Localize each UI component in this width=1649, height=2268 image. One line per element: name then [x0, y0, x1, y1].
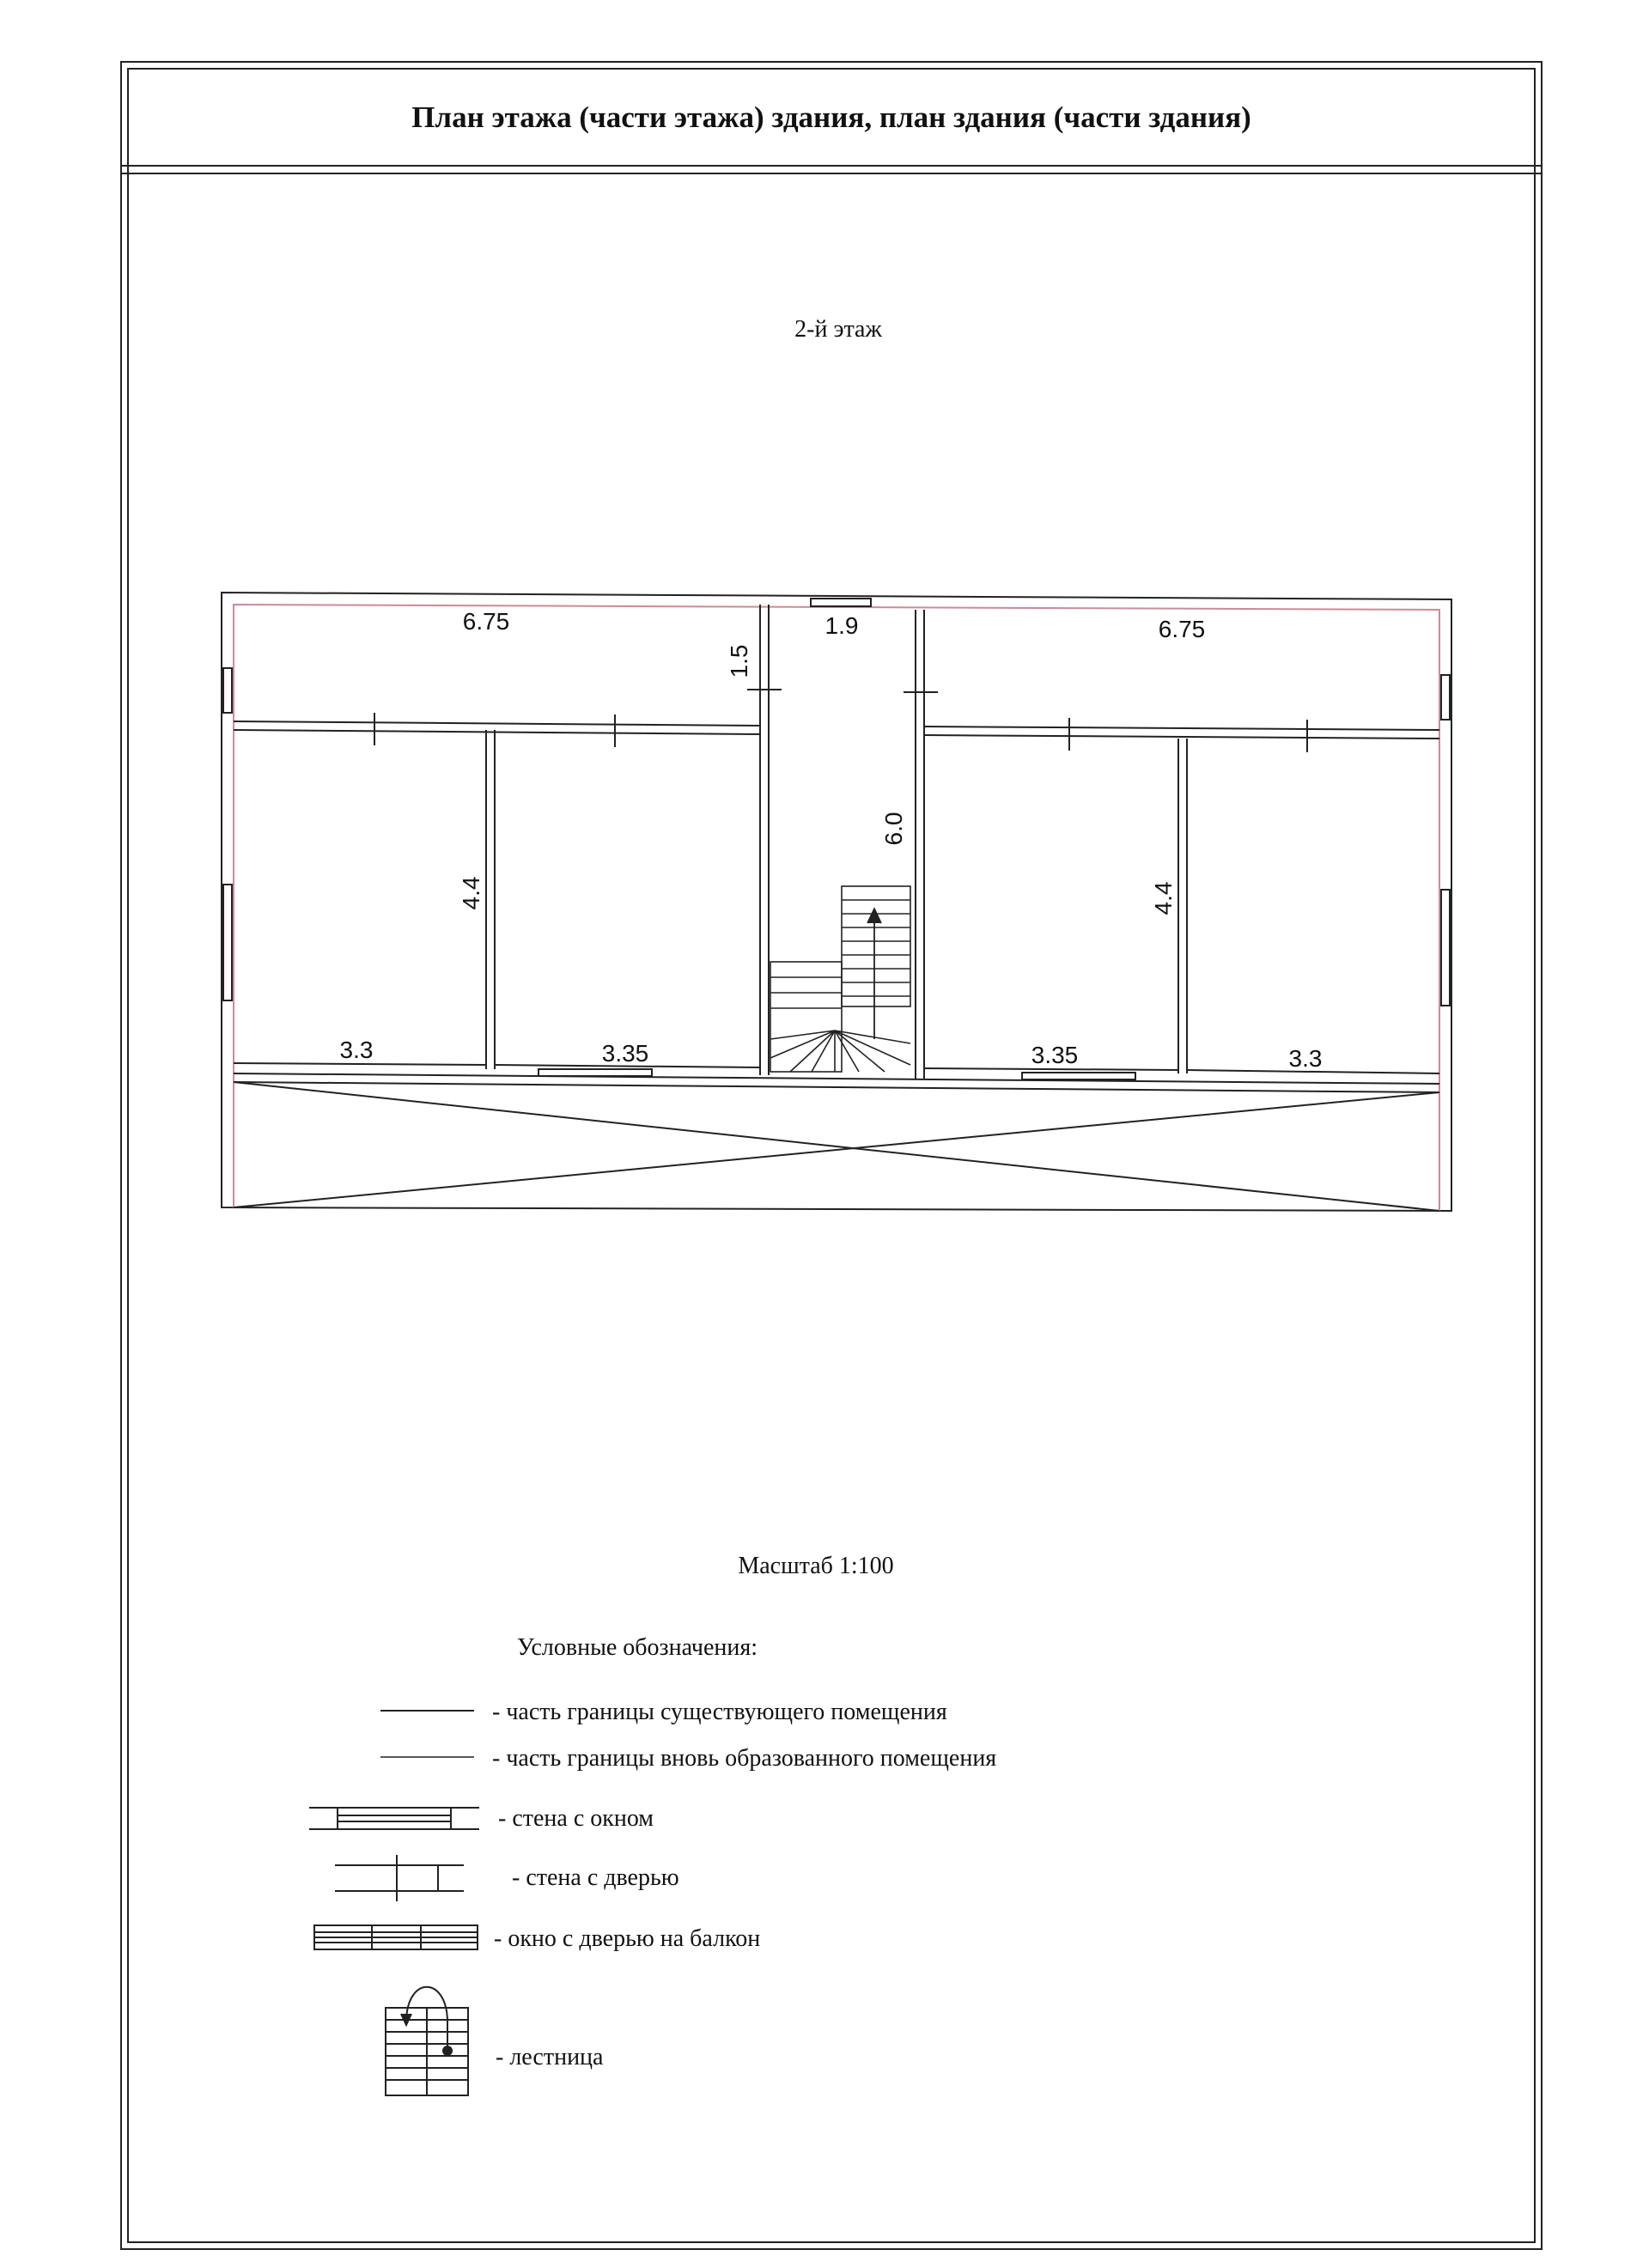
window-symbols [223, 599, 1450, 1079]
legend [309, 1634, 996, 2095]
legend-label-staircase: - лестница [496, 2044, 604, 2070]
left-wing-walls [234, 605, 769, 1075]
scale-label: Масштаб 1:100 [738, 1553, 894, 1579]
legend-symbol-wall-door [335, 1855, 464, 1901]
dim-left-corridor-width: 1.5 [726, 644, 752, 678]
dim-room1-depth: 4.4 [458, 876, 484, 910]
door-symbols [374, 690, 1307, 752]
legend-label-wall-door: - стена с дверью [512, 1864, 679, 1891]
legend-label-wall-window: - стена с окном [498, 1805, 654, 1832]
legend-symbol-staircase [386, 1987, 468, 2095]
legend-symbol-window-balcony-door [314, 1925, 478, 1949]
dim-room2-width: 3.35 [601, 1040, 649, 1067]
floor-label: 2-й этаж [794, 316, 882, 343]
legend-label-new-boundary: - часть границы вновь образованного помещения [492, 1745, 997, 1772]
dimension-labels [340, 608, 1323, 1072]
dim-stair-hall-width: 1.9 [824, 612, 859, 639]
dim-room3-width: 3.35 [1031, 1042, 1079, 1068]
dim-stair-hall-length: 6.0 [880, 812, 907, 846]
legend-label-existing-boundary: - часть границы существующего помещения [492, 1699, 947, 1725]
dim-room4-width: 3.3 [1288, 1045, 1323, 1072]
legend-title: Условные обозначения: [517, 1634, 758, 1661]
right-wing-walls [916, 610, 1439, 1079]
page-title: План этажа (части этажа) здания, план здания (части здания) [411, 100, 1251, 134]
floor-plan [222, 593, 1451, 1211]
balcony-area [234, 1073, 1439, 1211]
dim-room1-width: 3.3 [339, 1037, 374, 1063]
dim-right-corridor-length: 6.75 [1158, 616, 1206, 642]
dim-left-corridor-length: 6.75 [462, 608, 510, 635]
legend-symbol-wall-window [309, 1808, 479, 1829]
page-frame [121, 62, 1542, 2249]
legend-label-window-balcony-door: - окно с дверью на балкон [494, 1925, 761, 1952]
dim-room3-depth: 4.4 [1150, 881, 1177, 915]
staircase [770, 886, 910, 1072]
building-outline [222, 593, 1451, 1211]
